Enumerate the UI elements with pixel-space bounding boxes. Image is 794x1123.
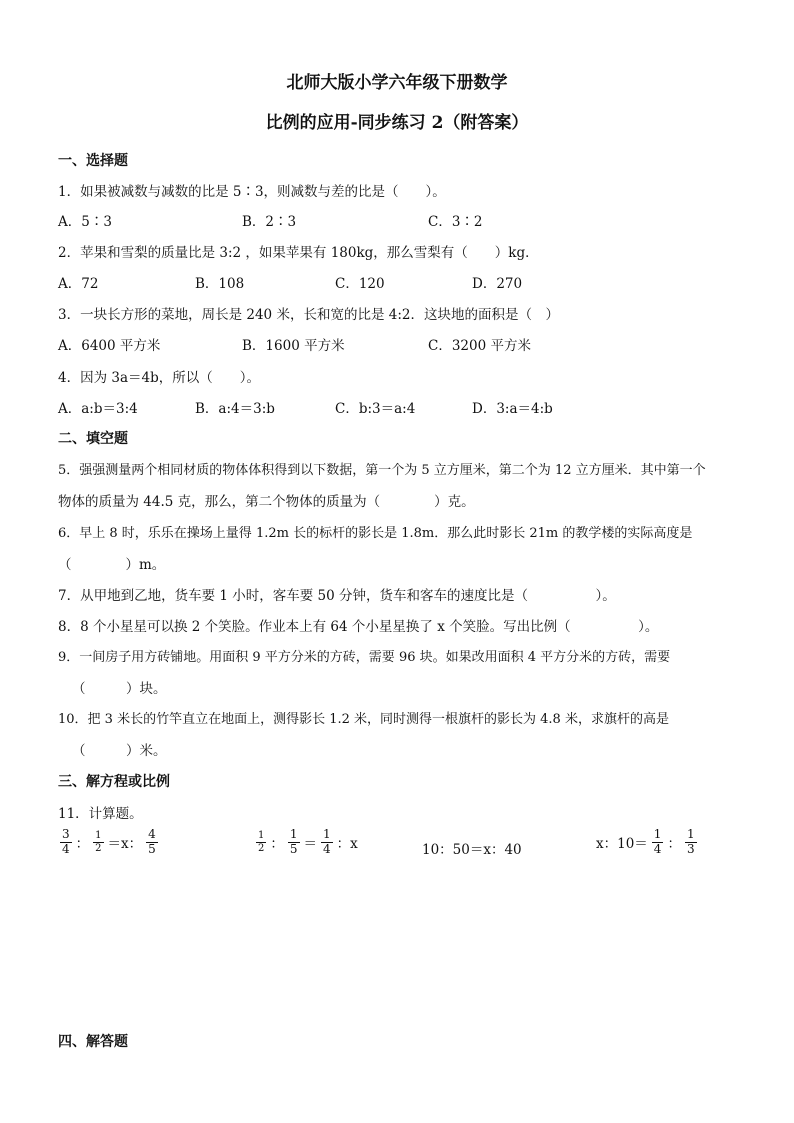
question-5-line-2: 物体的质量为 44.5 克，那么，第二个物体的质量为（ ）克。 [58,494,475,510]
section-heading-choice: 一、选择题 [58,153,128,169]
question-3: 3．一块长方形的菜地，周长是 240 米，长和宽的比是 4:2．这块地的面积是（ ） [58,307,559,323]
question-6-line-2: （ ）m。 [58,557,166,573]
q4-option-c: C．b:3＝a:4 [335,401,416,417]
question-2: 2．苹果和雪梨的质量比是 3:2 ，如果苹果有 180kg，那么雪梨有（ ）kg． [58,245,539,261]
q2-option-c: C．120 [335,276,385,292]
question-5-line-1: 5．强强测量两个相同材质的物体体积得到以下数据，第一个为 5 立方厘米，第二个为 12 立方厘米．其中第一个 [58,463,706,478]
q1-option-c: C．3∶2 [428,214,483,230]
fraction: $\frac{1}{5}$ [289,827,298,856]
question-6-line-1: 6．早上 8 时，乐乐在操场上量得 1.2m 长的标杆的影长是 1.8m．那么此时影长 21m 的教学楼的实际高度是 [58,526,693,541]
q3-option-b: B．1600 平方米 [242,338,345,354]
q4-option-a: A．a:b＝3:4 [58,401,138,417]
question-7: 7．从甲地到乙地，货车要 1 小时，客车要 50 分钟，货车和客车的速度比是（ ）。 [58,588,616,604]
fraction: $\frac{1}{2}$ [95,830,102,854]
question-4: 4．因为 3a＝4b，所以（ ）。 [58,370,260,386]
fraction: $\frac{1}{4}$ [323,827,331,856]
equation-4: x：10＝ $\frac{1}{4}$ ： $\frac{1}{3}$ [596,827,695,856]
question-1: 1．如果被减数与减数的比是 5∶3，则减数与差的比是（ ）。 [58,184,446,200]
q1-option-a: A．5∶3 [58,214,112,230]
section-heading-word-problems: 四、解答题 [58,1034,128,1050]
fraction: $\frac{4}{5}$ [148,827,156,856]
question-10-line-2: （ ）米。 [72,743,167,759]
fraction: $\frac{1}{3}$ [686,827,695,856]
q1-option-b: B．2∶3 [242,214,297,230]
question-11: 11．计算题。 [58,806,143,822]
q3-option-a: A．6400 平方米 [58,338,161,354]
q4-option-d: D．3:a＝4:b [472,401,553,417]
fraction: $\frac{1}{4}$ [653,827,662,856]
section-heading-equations: 三、解方程或比例 [58,774,170,790]
equation-2: $\frac{1}{2}$ ： $\frac{1}{5}$ ＝ $\frac{1}{4}$ ：x [258,827,358,856]
page-subtitle: 比例的应用-同步练习 2（附答案） [265,113,529,133]
q2-option-a: A．72 [58,276,99,292]
equation-3: 10：50＝x：40 [422,842,522,858]
q2-option-d: D．270 [472,276,523,292]
q2-option-b: B．108 [195,276,245,292]
question-9-line-2: （ ）块。 [72,681,167,697]
q4-option-b: B．a:4＝3:b [195,401,275,417]
question-10-line-1: 10．把 3 米长的竹竿直立在地面上，测得影长 1.2 米，同时测得一根旗杆的影长为 4.8 米，求旗杆的高是 [58,712,669,727]
q3-option-c: C．3200 平方米 [428,338,531,354]
fraction: $\frac{1}{2}$ [258,830,265,854]
equation-1: $\frac{3}{4}$ ： $\frac{1}{2}$ ＝x： $\frac{4}{5}$ [62,827,156,856]
fraction: $\frac{3}{4}$ [62,827,70,856]
question-8: 8．8 个小星星可以换 2 个笑脸。作业本上有 64 个小星星换了 x 个笑脸。写出比例（ ）。 [58,619,659,635]
page-title: 北师大版小学六年级下册数学 [286,73,508,93]
section-heading-fill: 二、填空题 [58,431,128,447]
question-9-line-1: 9．一间房子用方砖铺地。用面积 9 平方分米的方砖，需要 96 块。如果改用面积 4 平方分米的方砖，需要 [58,650,671,665]
